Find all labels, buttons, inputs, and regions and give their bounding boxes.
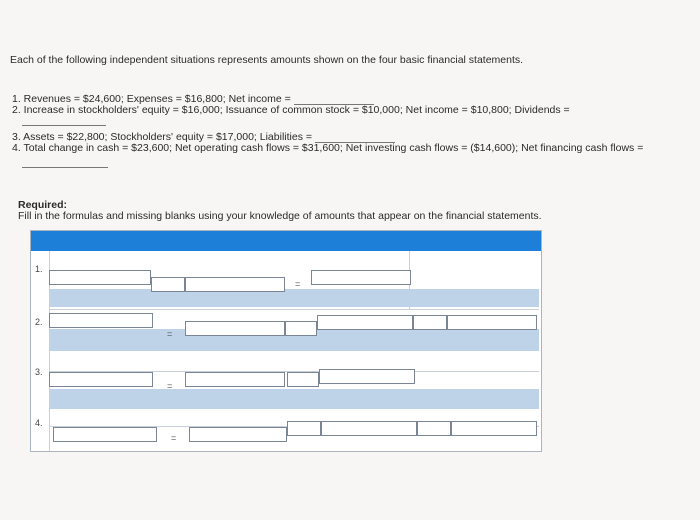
equals-sign: = [167, 329, 173, 339]
required-text: Fill in the formulas and missing blanks using your knowledge of amounts that appear on the financial statements. [18, 210, 542, 222]
blank-net-financing [22, 167, 108, 168]
row2-field-6[interactable] [447, 315, 537, 330]
equals-sign: = [171, 433, 177, 443]
row1-result-field[interactable] [311, 270, 411, 285]
row4-field-1[interactable] [53, 427, 157, 442]
row4-field-6[interactable] [451, 421, 537, 436]
row4-field-4[interactable] [321, 421, 417, 436]
row2-field-5[interactable] [413, 315, 447, 330]
row-band [49, 389, 539, 409]
table-header [31, 231, 541, 251]
row3-field-4[interactable] [319, 369, 415, 384]
row2-field-3[interactable] [285, 321, 317, 336]
answer-table [30, 230, 542, 452]
situation-2: 2. Increase in stockholders' equity = $16,000; Issuance of common stock = $10,000; Net income = $10,800; Dividends = [12, 104, 570, 116]
situation-4: 4. Total change in cash = $23,600; Net operating cash flows = $31,600; Net investing cash flows = ($14,600); Net financing cash flows = [12, 142, 644, 154]
situation-1: 1. Revenues = $24,600; Expenses = $16,800; Net income = [12, 93, 374, 105]
row-number: 2. [35, 317, 43, 327]
required-heading: Required: [18, 199, 68, 211]
row4-field-2[interactable] [189, 427, 287, 442]
row4-field-3[interactable] [287, 421, 321, 436]
equals-sign: = [295, 279, 301, 289]
row-number: 3. [35, 367, 43, 377]
equals-sign: = [167, 381, 173, 391]
row2-field-1[interactable] [49, 313, 153, 328]
intro-text: Each of the following independent situations represents amounts shown on the four basic financial statements. [10, 54, 524, 66]
row3-field-2[interactable] [185, 372, 285, 387]
row2-field-2[interactable] [185, 321, 285, 336]
row3-field-1[interactable] [49, 372, 153, 387]
row2-field-4[interactable] [317, 315, 413, 330]
row-number: 4. [35, 418, 43, 428]
row-band [49, 289, 539, 307]
row1-label-field[interactable] [49, 270, 151, 285]
row4-field-5[interactable] [417, 421, 451, 436]
row3-field-3[interactable] [287, 372, 319, 387]
blank-dividends [22, 125, 106, 126]
row1-operand-field[interactable] [151, 277, 185, 292]
row-number: 1. [35, 264, 43, 274]
row-divider [49, 309, 539, 310]
row1-operand-label-field[interactable] [185, 277, 285, 292]
situation-3: 3. Assets = $22,800; Stockholders' equity = $17,000; Liabilities = [12, 131, 395, 143]
